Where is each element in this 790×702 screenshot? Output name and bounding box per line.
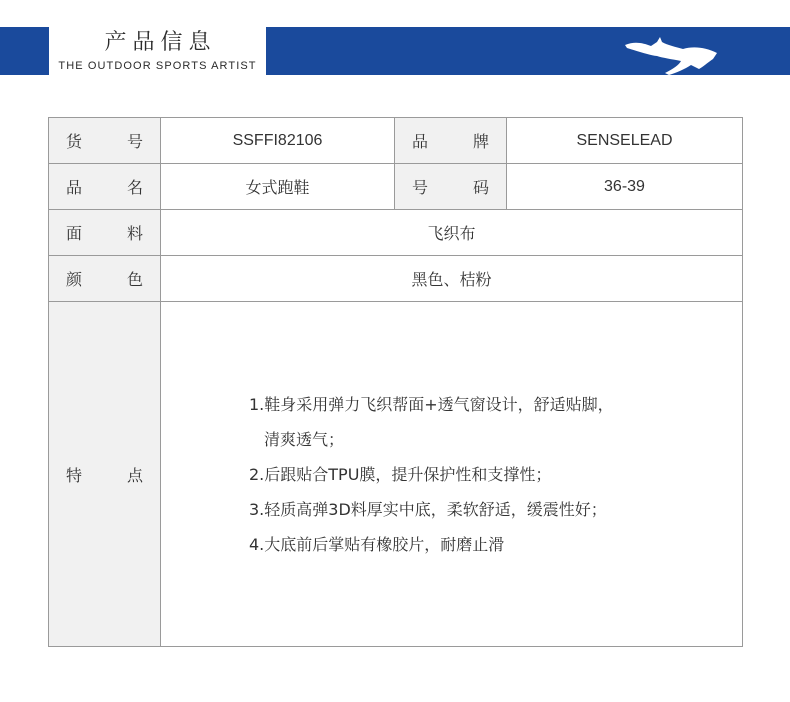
label-char: 品	[66, 178, 83, 197]
row-label-color	[49, 256, 161, 302]
label-char: 名	[126, 178, 143, 197]
row-label-features	[49, 302, 161, 647]
feature-line: 1.鞋身采用弹力飞织帮面+透气窗设计，舒适贴脚，	[249, 394, 614, 414]
table-row-features	[49, 302, 743, 647]
label-char: 品	[412, 132, 429, 151]
label-char: 特	[66, 465, 83, 485]
brand-value: SENSELEAD	[507, 118, 743, 164]
table-row	[49, 210, 743, 256]
label-char: 货	[66, 132, 83, 151]
label-char: 号	[126, 132, 143, 151]
label-char: 码	[472, 178, 489, 197]
product-name-value: 女式跑鞋	[161, 164, 395, 210]
header-title-box	[49, 27, 266, 75]
table-row	[49, 118, 743, 164]
product-info-table	[48, 117, 743, 647]
feature-line: 2.后跟贴合TPU膜，提升保护性和支撑性；	[249, 464, 552, 484]
label-char: 面	[66, 224, 83, 243]
material-value: 飞织布	[161, 210, 743, 256]
label-char: 料	[126, 224, 143, 243]
feature-line: 3.轻质高弹3D料厚实中底，柔软舒适，缓震性好；	[249, 499, 607, 519]
row-label-name	[49, 164, 161, 210]
label-char: 点	[126, 465, 143, 485]
page-subtitle: THE OUTDOOR SPORTS ARTIST	[58, 60, 257, 72]
banner-right-bar	[266, 27, 790, 75]
table-row	[49, 164, 743, 210]
row-label-sku	[49, 118, 161, 164]
color-value: 黑色、桔粉	[161, 256, 743, 302]
row-label-brand	[395, 118, 507, 164]
label-char: 色	[126, 270, 143, 289]
header-banner	[0, 27, 790, 75]
sku-value: SSFFI82106	[161, 118, 395, 164]
page-title: 产品信息	[104, 30, 217, 55]
label-char: 号	[412, 178, 429, 197]
feature-line: 4.大底前后掌贴有橡胶片，耐磨止滑	[249, 534, 505, 554]
row-label-material	[49, 210, 161, 256]
row-label-size	[395, 164, 507, 210]
bird-logo-icon	[621, 29, 721, 75]
size-value: 36-39	[507, 164, 743, 210]
table-row	[49, 256, 743, 302]
feature-line: 清爽透气；	[264, 429, 345, 449]
banner-left-bar	[0, 27, 49, 75]
features-cell	[161, 302, 743, 647]
label-char: 牌	[472, 132, 489, 151]
label-char: 颜	[66, 270, 83, 289]
